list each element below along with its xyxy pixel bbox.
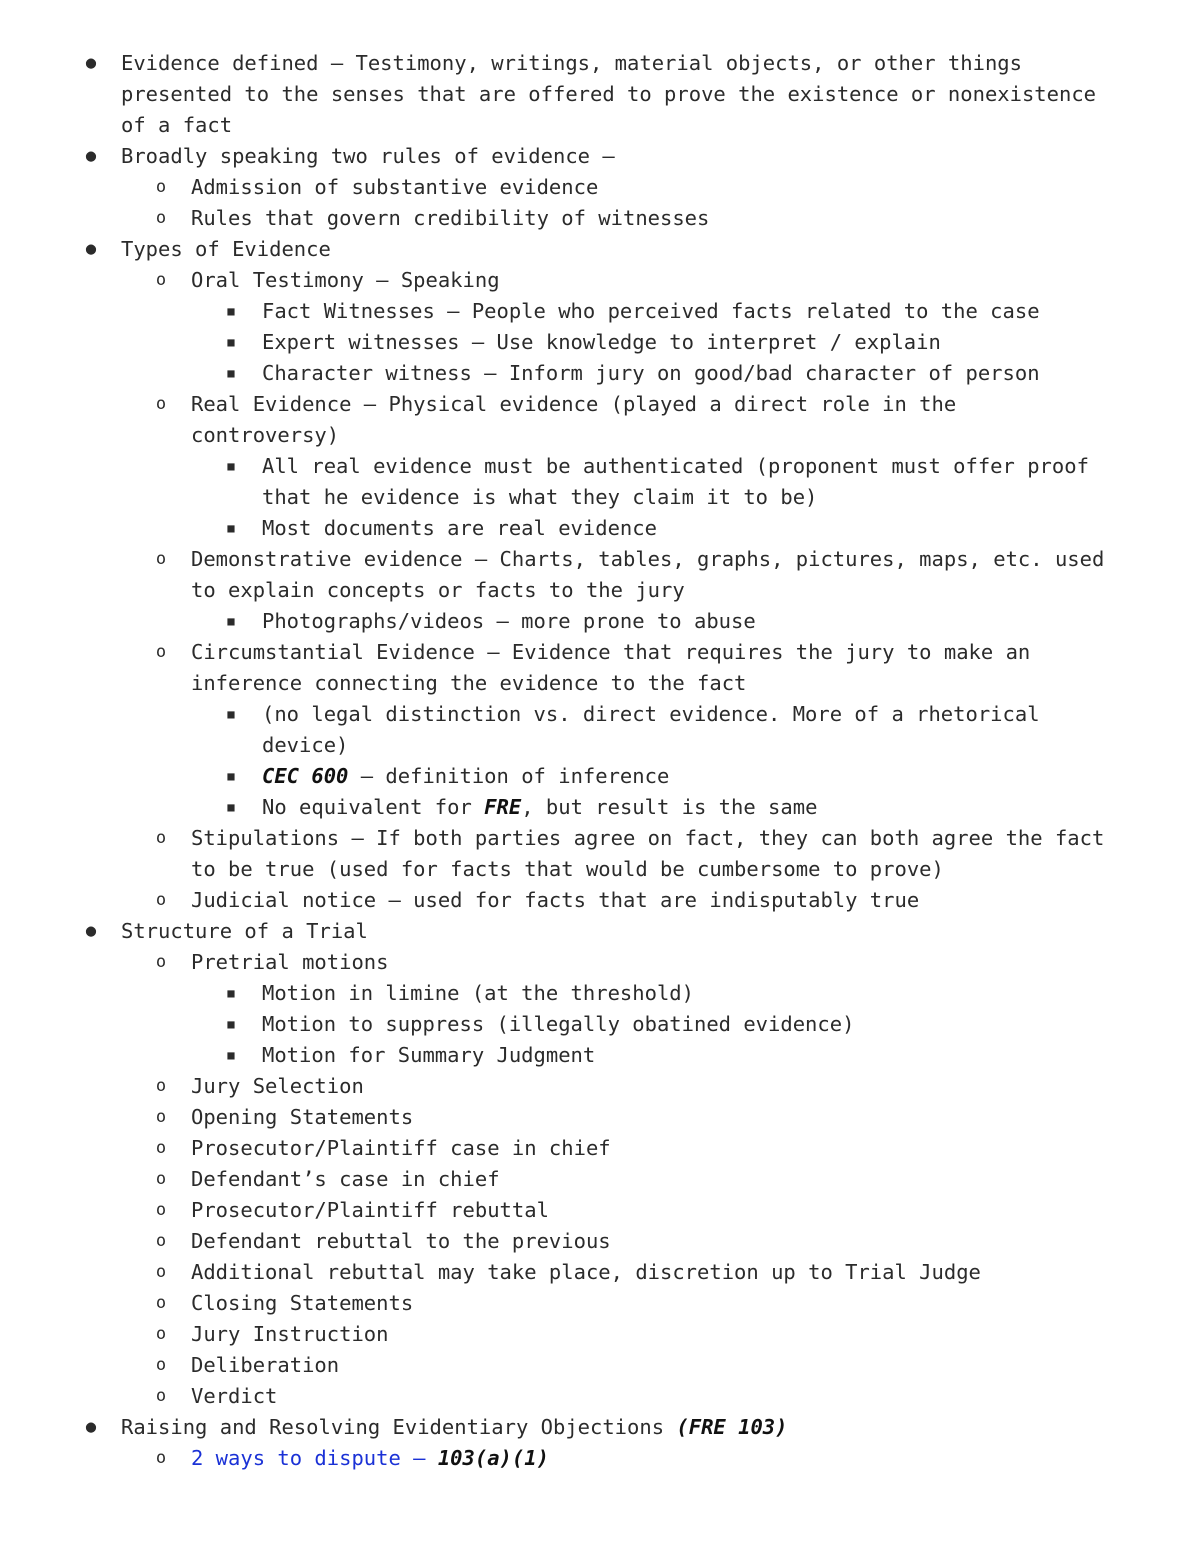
list-item-text: Motion for Summary Judgment: [262, 1043, 596, 1067]
citation-text: CEC 600: [262, 764, 349, 788]
list-bullet-icon: ■: [227, 304, 235, 318]
list-bullet-icon: o: [155, 1324, 167, 1344]
list-bullet-icon: ●: [85, 53, 97, 73]
list-item-text: that he evidence is what they claim it to be): [262, 485, 818, 509]
list-item-text: Opening Statements: [191, 1105, 414, 1129]
list-item-text: Photographs/videos – more prone to abuse: [262, 609, 756, 633]
list-item-text: Verdict: [191, 1384, 278, 1408]
list-bullet-icon: ■: [227, 800, 235, 814]
list-item-text: [262, 792, 817, 823]
list-bullet-icon: o: [155, 1262, 167, 1282]
list-item-text: Motion in limine (at the threshold): [262, 981, 694, 1005]
list-item-text: inference connecting the evidence to the fact: [191, 671, 747, 695]
citation-text: FRE: [484, 795, 522, 819]
list-bullet-icon: ■: [227, 521, 235, 535]
list-item-text: (no legal distinction vs. direct evidence. More of a rhetorical: [262, 702, 1040, 726]
list-item-text: Types of Evidence: [121, 237, 331, 261]
list-item-text: to be true (used for facts that would be cumbersome to prove): [191, 857, 944, 881]
list-item-text: [262, 761, 669, 792]
list-item-text: Pretrial motions: [191, 950, 389, 974]
list-item-text: All real evidence must be authenticated (proponent must offer proof: [262, 454, 1089, 478]
list-item-segment: – definition of inference: [348, 764, 670, 788]
list-item-text: Demonstrative evidence – Charts, tables, graphs, pictures, maps, etc. used: [191, 547, 1105, 571]
list-item-text: Jury Instruction: [191, 1322, 389, 1346]
list-bullet-icon: o: [155, 642, 167, 662]
list-bullet-icon: o: [155, 1169, 167, 1189]
list-item-text: device): [262, 733, 349, 757]
list-bullet-icon: o: [155, 1293, 167, 1313]
list-bullet-icon: ■: [227, 707, 235, 721]
list-bullet-icon: ■: [227, 1048, 235, 1062]
list-bullet-icon: ●: [85, 1417, 97, 1437]
list-bullet-icon: ■: [227, 1017, 235, 1031]
list-item-text: Defendant’s case in chief: [191, 1167, 500, 1191]
list-bullet-icon: o: [155, 890, 167, 910]
list-bullet-icon: ●: [85, 239, 97, 259]
list-bullet-icon: ■: [227, 986, 235, 1000]
list-item-text: Stipulations – If both parties agree on fact, they can both agree the fact: [191, 826, 1105, 850]
list-bullet-icon: o: [155, 1076, 167, 1096]
list-bullet-icon: ■: [227, 769, 235, 783]
list-item-text: [121, 1412, 788, 1443]
list-bullet-icon: o: [155, 270, 167, 290]
list-item-text: Admission of substantive evidence: [191, 175, 599, 199]
list-item-text: Most documents are real evidence: [262, 516, 657, 540]
list-bullet-icon: o: [155, 208, 167, 228]
list-item-text: Jury Selection: [191, 1074, 364, 1098]
list-bullet-icon: o: [155, 1107, 167, 1127]
list-bullet-icon: o: [155, 1231, 167, 1251]
list-item-text: Motion to suppress (illegally obatined evidence): [262, 1012, 855, 1036]
list-bullet-icon: o: [155, 952, 167, 972]
citation-text: (FRE 103): [676, 1415, 788, 1439]
list-item-text: Expert witnesses – Use knowledge to interpret / explain: [262, 330, 941, 354]
list-item-text: controversy): [191, 423, 340, 447]
list-item-text: Defendant rebuttal to the previous: [191, 1229, 611, 1253]
list-bullet-icon: o: [155, 1355, 167, 1375]
list-item-text: Oral Testimony – Speaking: [191, 268, 500, 292]
list-item-text: to explain concepts or facts to the jury: [191, 578, 685, 602]
list-item-segment: No equivalent for: [262, 795, 485, 819]
list-item-text: Evidence defined – Testimony, writings, material objects, or other things: [121, 51, 1022, 75]
list-bullet-icon: o: [155, 1386, 167, 1406]
list-item-text: presented to the senses that are offered to prove the existence or nonexistence: [121, 82, 1097, 106]
list-bullet-icon: ●: [85, 921, 97, 941]
list-item-text: of a fact: [121, 113, 233, 137]
list-item-text: Additional rebuttal may take place, discretion up to Trial Judge: [191, 1260, 981, 1284]
list-item-text: Rules that govern credibility of witnesses: [191, 206, 710, 230]
list-bullet-icon: o: [155, 549, 167, 569]
list-item-text: Broadly speaking two rules of evidence –: [121, 144, 615, 168]
list-item-text: Prosecutor/Plaintiff case in chief: [191, 1136, 611, 1160]
list-bullet-icon: ■: [227, 459, 235, 473]
list-item-text: [191, 1443, 549, 1474]
list-bullet-icon: ●: [85, 146, 97, 166]
list-item-segment: 2 ways to dispute –: [191, 1446, 438, 1470]
list-item-text: Structure of a Trial: [121, 919, 368, 943]
list-bullet-icon: ■: [227, 614, 235, 628]
citation-text: 103(a)(1): [437, 1446, 549, 1470]
list-item-text: Closing Statements: [191, 1291, 414, 1315]
list-item-text: Prosecutor/Plaintiff rebuttal: [191, 1198, 549, 1222]
list-item-text: Circumstantial Evidence – Evidence that requires the jury to make an: [191, 640, 1031, 664]
list-item-segment: Raising and Resolving Evidentiary Objections: [121, 1415, 677, 1439]
list-bullet-icon: o: [155, 828, 167, 848]
list-bullet-icon: ■: [227, 366, 235, 380]
list-bullet-icon: o: [155, 177, 167, 197]
list-bullet-icon: o: [155, 1138, 167, 1158]
list-item-text: Real Evidence – Physical evidence (played a direct role in the: [191, 392, 957, 416]
list-bullet-icon: ■: [227, 335, 235, 349]
list-bullet-icon: o: [155, 1448, 167, 1468]
list-item-text: Character witness – Inform jury on good/bad character of person: [262, 361, 1040, 385]
list-item-text: Fact Witnesses – People who perceived facts related to the case: [262, 299, 1040, 323]
list-bullet-icon: o: [155, 394, 167, 414]
list-item-text: Deliberation: [191, 1353, 340, 1377]
list-item-text: Judicial notice – used for facts that are indisputably true: [191, 888, 920, 912]
list-item-segment: , but result is the same: [521, 795, 818, 819]
list-bullet-icon: o: [155, 1200, 167, 1220]
